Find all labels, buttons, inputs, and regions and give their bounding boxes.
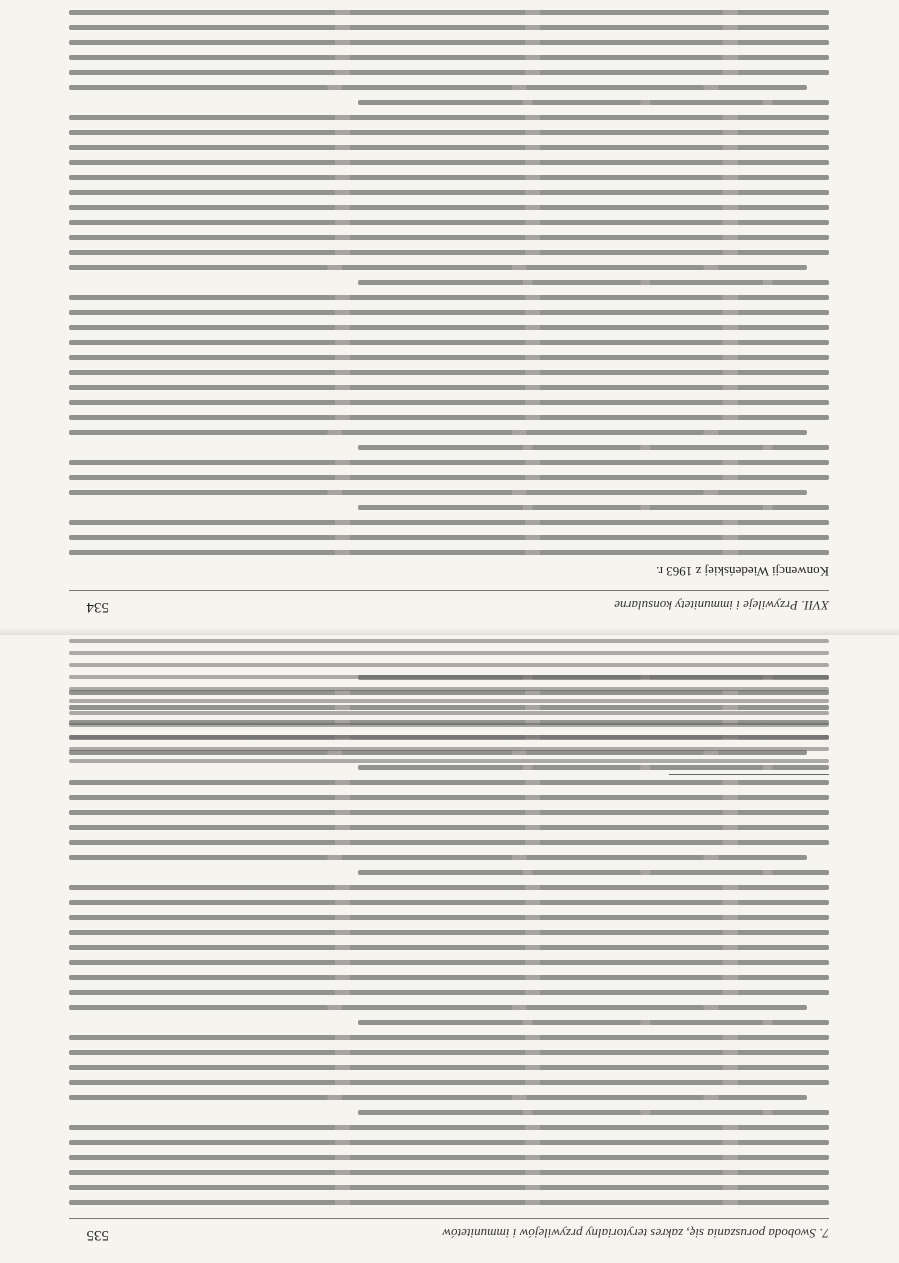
legible-phrase: Konwencji Wiedeńskiej z 1963 r. [656, 564, 829, 579]
footnotes [69, 619, 829, 763]
text-column-bottom [69, 0, 829, 555]
running-head-top: 7. Swoboda poruszania się, zakres terytorialny przywilejów i immunitetów [442, 1226, 829, 1241]
footnote-rule [669, 774, 829, 775]
page-number-bottom: 534 [86, 599, 109, 615]
header-rule-bottom [69, 590, 829, 591]
running-head-bottom: XVII. Przywileje i immunitety konsularne [614, 598, 829, 613]
page-number-top: 535 [86, 1227, 109, 1243]
header-rule-top [69, 1218, 829, 1219]
book-gutter [0, 627, 899, 635]
